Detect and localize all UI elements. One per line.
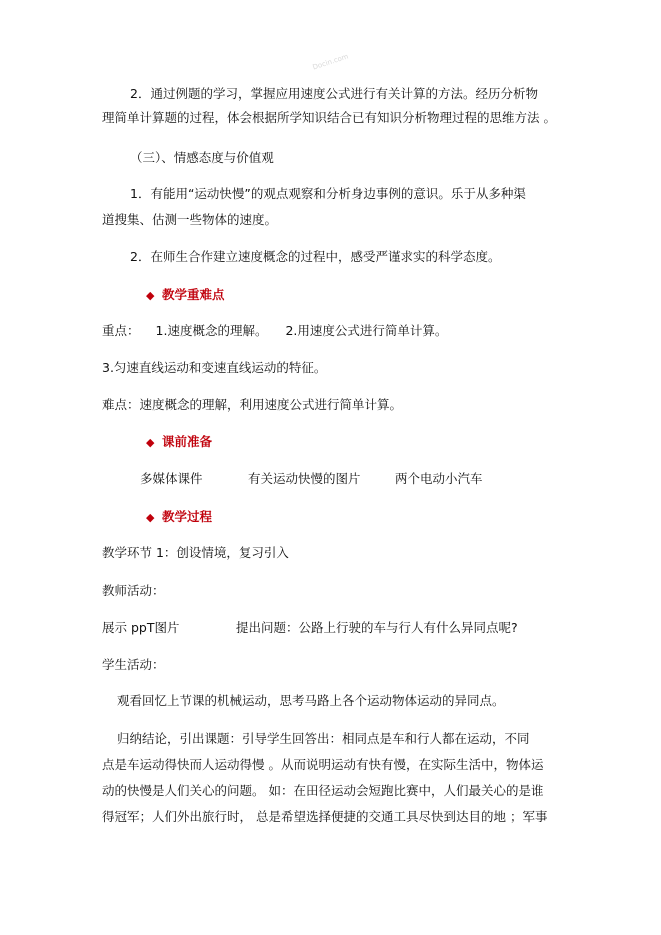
teacher-activity-label: 教师活动： <box>102 583 165 598</box>
diamond-bullet-icon: ◆ <box>146 511 155 524</box>
difficult-points: 难点：速度概念的理解，利用速度公式进行简单计算。 <box>102 397 403 412</box>
conclusion-line-2: 点是车运动得快而人运动得慢 。从而说明运动有快有慢，在实际生活中，物体运 <box>102 757 544 772</box>
heading-key-points <box>146 287 225 304</box>
key-point-1: 1.速度概念的理解。 <box>155 323 268 338</box>
show-ppt: 展示 ppT图片 <box>102 620 180 635</box>
key-points-row <box>102 323 447 339</box>
prep-item-2: 有关运动快慢的图片 <box>248 471 361 486</box>
attitude-2: 2．在师生合作建立速度概念的过程中，感受严谨求实的科学态度。 <box>130 249 501 264</box>
conclusion-line-1: 归纳结论，引出课题：引导学生回答出：相同点是车和行人都在运动，不同 <box>117 731 530 746</box>
objective-2-line-1: 2．通过例题的学习，掌握应用速度公式进行有关计算的方法。经历分析物 <box>130 86 538 101</box>
observe-text: 观看回忆上节课的机械运动，思考马路上各个运动物体运动的异同点。 <box>117 693 505 708</box>
diamond-bullet-icon: ◆ <box>146 289 155 302</box>
attitude-1-line-1: 1．有能用“运动快慢”的观点观察和分析身边事例的意识。乐于从多种渠 <box>130 186 526 201</box>
heading-key-points-label: 教学重难点 <box>162 287 225 302</box>
key-point-3: 3.匀速直线运动和变速直线运动的特征。 <box>102 360 327 375</box>
prep-item-3: 两个电动小汽车 <box>395 471 483 486</box>
question: 提出问题：公路上行驶的车与行人有什么异同点呢? <box>236 620 518 635</box>
heading-process-label: 教学过程 <box>162 509 213 524</box>
section-3-title: （三）、情感态度与价值观 <box>130 150 274 165</box>
heading-process <box>146 509 212 526</box>
heading-preparation <box>146 434 212 451</box>
key-points-label: 重点： <box>102 323 140 338</box>
student-activity-label: 学生活动： <box>102 657 165 672</box>
prep-item-1: 多媒体课件 <box>140 471 203 486</box>
conclusion-line-3: 动的快慢是人们关心的问题。 如：在田径运动会短跑比赛中，人们最关心的是谁 <box>102 783 544 798</box>
heading-preparation-label: 课前准备 <box>162 434 213 449</box>
conclusion-line-4: 得冠军；人们外出旅行时， 总是希望选择便捷的交通工具尽快到达目的地 ；军事 <box>102 809 548 824</box>
step-1-title: 教学环节 1：创设情境，复习引入 <box>102 545 289 560</box>
objective-2-line-2: 理简单计算题的过程，体会根据所学知识结合已有知识分析物理过程的思维方法 。 <box>102 110 556 125</box>
watermark: Docin.com <box>311 52 350 72</box>
attitude-1-line-2: 道搜集、估测一些物体的速度。 <box>102 212 278 227</box>
diamond-bullet-icon: ◆ <box>146 436 155 449</box>
key-point-2: 2.用速度公式进行简单计算。 <box>285 323 448 338</box>
